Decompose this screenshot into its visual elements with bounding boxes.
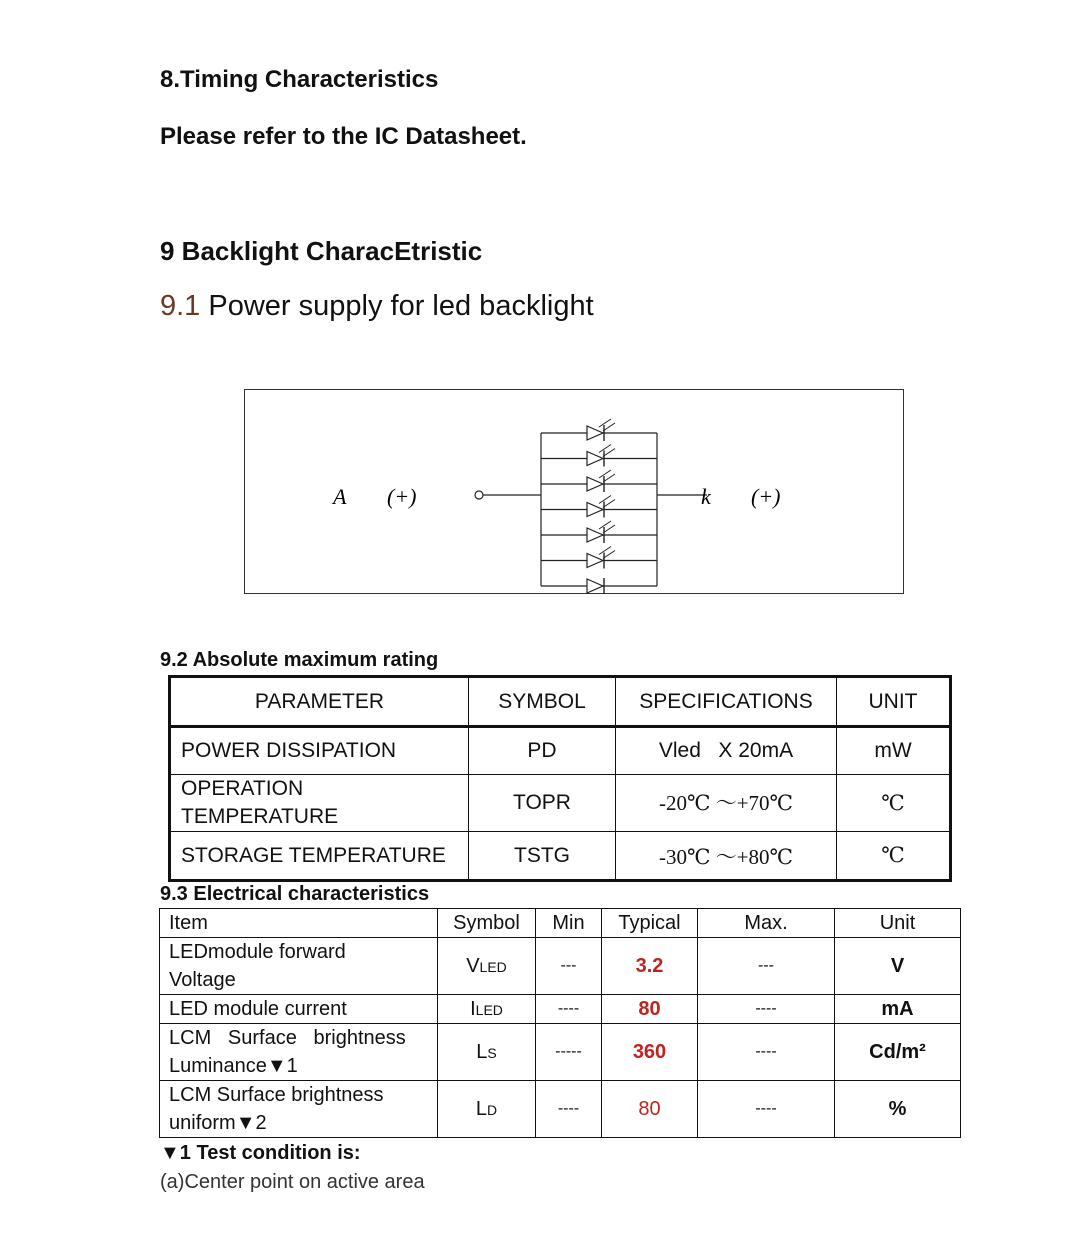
- item-line-2: Voltage: [169, 969, 236, 991]
- min-cell: ----: [536, 995, 602, 1024]
- item-cell: [160, 938, 438, 995]
- spec-cell: Vled X 20mA: [616, 727, 837, 775]
- col-header-specifications: SPECIFICATIONS: [616, 677, 837, 727]
- symbol-cell: [438, 938, 536, 995]
- symbol-cell: TSTG: [469, 832, 616, 881]
- col-header-min: Min: [536, 909, 602, 938]
- col-header-unit: UNIT: [837, 677, 951, 727]
- max-cell: ----: [698, 1024, 835, 1081]
- unit-cell: ℃: [837, 832, 951, 881]
- led-diode-icon: [587, 477, 603, 491]
- table-row: [160, 1024, 961, 1081]
- col-header-max: Max.: [698, 909, 835, 938]
- symbol-cell: [438, 1081, 536, 1138]
- item-cell: [160, 1024, 438, 1081]
- led-emission-arrow: [603, 500, 615, 508]
- symbol-cell: [438, 1024, 536, 1081]
- led-emission-arrow: [603, 474, 615, 482]
- symbol-cell: PD: [469, 727, 616, 775]
- ic-datasheet-note: Please refer to the IC Datasheet.: [160, 123, 527, 150]
- table-row: [160, 995, 961, 1024]
- col-header-unit: Unit: [835, 909, 961, 938]
- table-header-row: [170, 677, 951, 727]
- typical-cell: 360: [602, 1024, 698, 1081]
- led-circuit-svg: [245, 390, 905, 595]
- section-9-title: 9 Backlight CharacEtristic: [160, 236, 483, 266]
- symbol-subscript: LED: [475, 1001, 503, 1018]
- col-header-item: Item: [160, 909, 438, 938]
- unit-cell: V: [835, 938, 961, 995]
- led-diode-icon: [587, 503, 603, 517]
- spec-cell: -30℃ ～+80℃: [616, 832, 837, 881]
- symbol-main: I: [470, 997, 476, 1020]
- item-line-1: LEDmodule forward: [169, 941, 346, 963]
- unit-cell: mA: [835, 995, 961, 1024]
- led-diode-icon: [587, 528, 603, 542]
- section-9-1-text: Power supply for led backlight: [200, 290, 594, 322]
- parameter-cell: [170, 775, 469, 832]
- max-cell: ---: [698, 938, 835, 995]
- parameter-cell: POWER DISSIPATION: [170, 727, 469, 775]
- min-cell: ----: [536, 1081, 602, 1138]
- section-9-1-number: 9.1: [160, 290, 201, 322]
- typical-cell: 80: [602, 1081, 698, 1138]
- section-8-title: 8.Timing Characteristics: [160, 66, 439, 93]
- unit-cell: mW: [837, 727, 951, 775]
- cathode-label: k: [701, 484, 711, 509]
- item-cell: LED module current: [160, 995, 438, 1024]
- led-diode-icon: [587, 579, 603, 593]
- led-circuit-diagram: [244, 389, 904, 594]
- max-cell: ----: [698, 995, 835, 1024]
- section-9-3-title: 9.3 Electrical characteristics: [160, 883, 430, 905]
- led-diode-icon: [587, 452, 603, 466]
- symbol-cell: [438, 995, 536, 1024]
- absolute-max-rating-table: [168, 675, 952, 882]
- table-row: [170, 832, 951, 881]
- symbol-main: V: [466, 954, 480, 977]
- parameter-line-2: TEMPERATURE: [181, 805, 339, 828]
- anode-terminal: [475, 491, 483, 499]
- unit-cell: Cd/m²: [835, 1024, 961, 1081]
- symbol-subscript: S: [487, 1044, 497, 1061]
- led-emission-arrow: [599, 419, 611, 427]
- led-emission-arrow: [603, 551, 615, 559]
- cathode-sign: (+): [751, 484, 781, 509]
- led-array: [541, 419, 657, 594]
- item-cell: [160, 1081, 438, 1138]
- spec-cell: -20℃ ～+70℃: [616, 775, 837, 832]
- led-emission-arrow: [603, 423, 615, 431]
- electrical-characteristics-table: [159, 908, 961, 1138]
- item-line-2: uniform▼2: [169, 1112, 267, 1134]
- col-header-parameter: PARAMETER: [170, 677, 469, 727]
- col-header-symbol: SYMBOL: [469, 677, 616, 727]
- led-emission-arrow: [603, 449, 615, 457]
- unit-cell: %: [835, 1081, 961, 1138]
- parameter-line-1: OPERATION: [181, 777, 304, 800]
- led-emission-arrow: [599, 521, 611, 529]
- led-emission-arrow: [599, 470, 611, 478]
- anode-label: A: [333, 484, 347, 509]
- min-cell: -----: [536, 1024, 602, 1081]
- center-point-note: (a)Center point on active area: [160, 1171, 425, 1193]
- symbol-main: L: [475, 1097, 487, 1120]
- typical-cell: 80: [602, 995, 698, 1024]
- section-9-2-title: 9.2 Absolute maximum rating: [160, 649, 439, 671]
- col-header-symbol: Symbol: [438, 909, 536, 938]
- symbol-main: L: [476, 1040, 488, 1063]
- led-emission-arrow: [599, 496, 611, 504]
- led-emission-arrow: [599, 547, 611, 555]
- table-row: [170, 727, 951, 775]
- typical-cell: 3.2: [602, 938, 698, 995]
- min-cell: ---: [536, 938, 602, 995]
- col-header-typical: Typical: [602, 909, 698, 938]
- table-header-row: [160, 909, 961, 938]
- led-emission-arrow: [603, 525, 615, 533]
- test-condition-note: ▼1 Test condition is:: [160, 1142, 361, 1164]
- led-emission-arrow: [599, 445, 611, 453]
- anode-sign: (+): [387, 484, 417, 509]
- item-line-1: LCM Surface brightness: [169, 1084, 384, 1106]
- item-line-2: Luminance▼1: [169, 1055, 298, 1077]
- table-row: [160, 938, 961, 995]
- section-9-1-title: [160, 290, 594, 323]
- parameter-cell: STORAGE TEMPERATURE: [170, 832, 469, 881]
- max-cell: ----: [698, 1081, 835, 1138]
- symbol-subscript: D: [487, 1101, 498, 1118]
- unit-cell: ℃: [837, 775, 951, 832]
- table-row: [160, 1081, 961, 1138]
- symbol-cell: TOPR: [469, 775, 616, 832]
- symbol-subscript: LED: [479, 958, 507, 975]
- led-diode-icon: [587, 554, 603, 568]
- table-row: [170, 775, 951, 832]
- led-diode-icon: [587, 426, 603, 440]
- item-line-1: LCM Surface brightness: [169, 1027, 406, 1049]
